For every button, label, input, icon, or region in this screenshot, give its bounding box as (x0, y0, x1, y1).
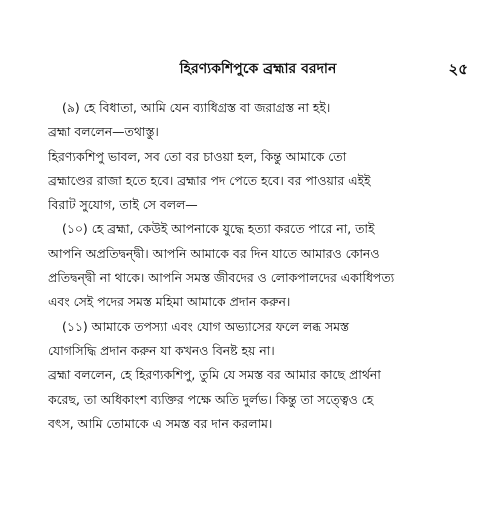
text-line: বৎস, আমি তোমাকে এ সমস্ত বর দান করলাম। (48, 415, 273, 431)
text-line: করেছ, তা অধিকাংশ ব্যক্তির পক্ষে অতি দুর্লভ। কিন্তু তা সত্ত্বেও হে (48, 391, 374, 407)
text-line: আপনি অপ্রতিদ্বন্দ্বী। আপনি আমাকে বর দিন যাতে আমারও কোনও (48, 245, 380, 261)
page-header (48, 56, 468, 82)
text-line: (১০) হে ব্রহ্মা, কেউই আপনাকে যুদ্ধে হত্যা করতে পারে না, তাই (62, 221, 375, 237)
text-line: যোগসিদ্ধি প্রদান করুন যা কখনও বিনষ্ট হয় না। (48, 342, 275, 358)
page-number: ২৫ (448, 60, 468, 78)
body-text (48, 96, 468, 436)
text-line: (৯) হে বিধাতা, আমি যেন ব্যাধিগ্রস্ত বা জরাগ্রস্ত না হই। (62, 100, 331, 115)
text-line: বিরাট সুযোগ, তাই সে বলল— (48, 197, 198, 213)
text-line: প্রতিদ্বন্দ্বী না থাকে। আপনি সমস্ত জীবদের ও লোকপালদের একাধিপত্য (48, 270, 395, 286)
text-line: (১১) আমাকে তপস্যা এবং যোগ অভ্যাসের ফলে লব্ধ সমস্ত (62, 318, 349, 334)
text-line: হিরণ্যকশিপু ভাবল, সব তো বর চাওয়া হল, কিন্তু আমাকে তো (48, 148, 347, 164)
running-title: হিরণ্যকশিপুকে ব্রহ্মার বরদান (179, 61, 337, 77)
text-line: ব্রহ্মা বললেন, হে হিরণ্যকশিপু, তুমি যে সমস্ত বর আমার কাছে প্রার্থনা (48, 367, 381, 383)
text-line: এবং সেই পদের সমস্ত মহিমা আমাকে প্রদান করুন। (48, 294, 291, 310)
text-line: ব্রহ্মাণ্ডের রাজা হতে হবে। ব্রহ্মার পদ পেতে হবে। বর পাওয়ার এইই (48, 172, 371, 188)
text-line: ব্রহ্মা বললেন—তথাস্তু। (48, 124, 159, 140)
